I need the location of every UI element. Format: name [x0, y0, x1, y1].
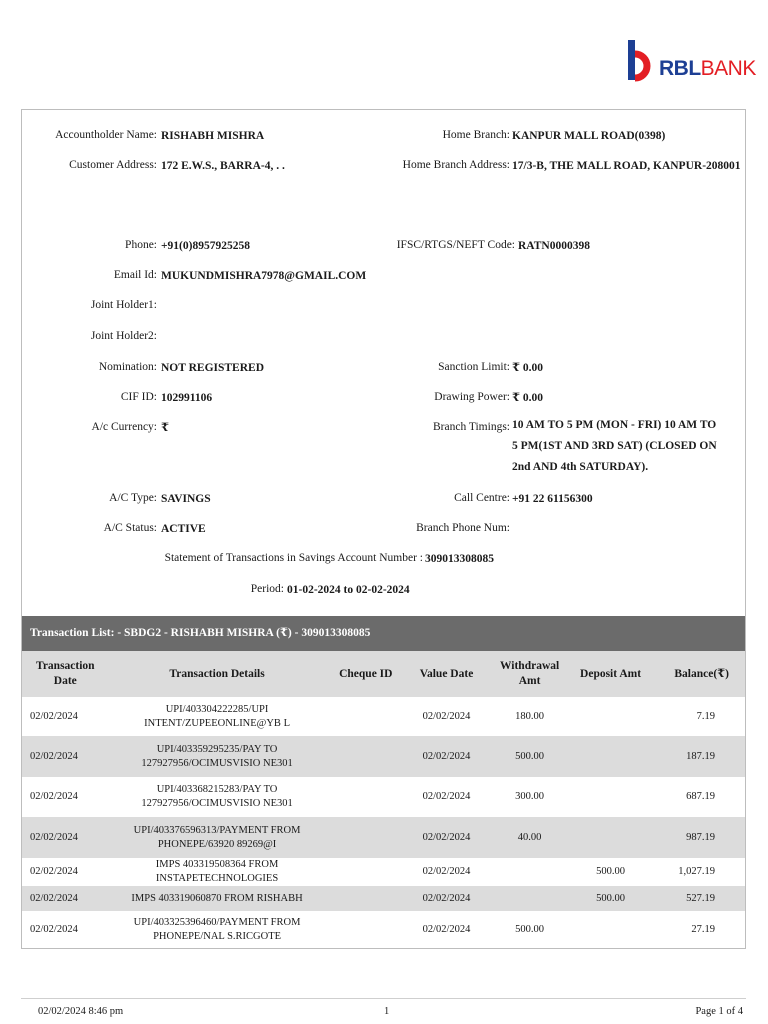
col-transaction-date: Transaction Date: [22, 651, 109, 697]
home-branch-label: Home Branch:: [442, 129, 510, 141]
footer-page-number: 1: [384, 1006, 390, 1017]
table-row: [22, 911, 745, 949]
cif-label: CIF ID:: [120, 391, 157, 403]
txn-cheque: [326, 736, 407, 777]
table-row: [22, 858, 745, 886]
txn-balance: 7.19: [696, 710, 715, 722]
accountholder-label: Accountholder Name:: [55, 129, 157, 141]
txn-details: UPI/403304222285/UPI INTENT/ZUPEEONLINE@YB L: [144, 703, 290, 729]
txn-cheque: [326, 817, 407, 858]
email-value: MUKUNDMISHRA7978@GMAIL.COM: [161, 270, 367, 282]
txn-balance: 27.19: [691, 924, 715, 935]
statement-account-number: 309013308085: [425, 553, 494, 565]
footer-page-of: Page 1 of 4: [695, 1006, 743, 1017]
txn-withdrawal: 180.00: [515, 710, 545, 722]
ac-status-value: ACTIVE: [161, 523, 206, 535]
col-transaction-details: Transaction Details: [109, 651, 326, 697]
table-row: [22, 817, 745, 858]
txn-details: UPI/403368215283/PAY TO 127927956/OCIMUSVISIO NE301: [141, 784, 293, 809]
footer-timestamp: 02/02/2024 8:46 pm: [38, 1006, 124, 1017]
currency-label: A/c Currency:: [91, 421, 157, 433]
txn-value-date: 02/02/2024: [422, 866, 471, 877]
txn-balance: 987.19: [649, 817, 745, 858]
joint-holder1-label: Joint Holder1:: [90, 299, 157, 311]
period-value: 01-02-2024 to 02-02-2024: [287, 584, 410, 596]
home-branch-value: KANPUR MALL ROAD(0398): [512, 130, 666, 142]
txn-value-date: 02/02/2024: [406, 817, 487, 858]
statement-label: Statement of Transactions in Savings Account Number :: [164, 552, 423, 564]
bank-name-part2: BANK: [700, 56, 756, 80]
txn-date: 02/02/2024: [22, 736, 109, 777]
transaction-table: [22, 651, 745, 949]
txn-date: 02/02/2024: [30, 710, 78, 722]
txn-date: 02/02/2024: [30, 791, 78, 802]
txn-date: 02/02/2024: [30, 924, 78, 935]
txn-details: UPI/403376596313/PAYMENT FROM PHONEPE/63920 89269@I: [109, 817, 326, 858]
txn-deposit: [572, 697, 649, 736]
txn-date: 02/02/2024: [30, 866, 78, 877]
col-deposit-amt: Deposit Amt: [572, 651, 649, 697]
txn-cheque: [326, 777, 407, 817]
table-row: [22, 697, 745, 736]
txn-date: 02/02/2024: [22, 817, 109, 858]
call-centre-value: +91 22 61156300: [512, 493, 593, 505]
cif-value: 102991106: [161, 392, 213, 404]
currency-value: ₹: [161, 422, 170, 434]
drawing-power-label: Drawing Power:: [434, 391, 510, 403]
txn-deposit: [572, 736, 649, 777]
txn-value-date: 02/02/2024: [406, 886, 487, 911]
txn-deposit: 500.00: [572, 886, 649, 911]
customer-address-value: 172 E.W.S., BARRA-4, . .: [161, 160, 285, 172]
branch-timings-label: Branch Timings:: [432, 421, 510, 433]
txn-withdrawal: [487, 858, 572, 886]
txn-deposit: [572, 777, 649, 817]
txn-date: 02/02/2024: [22, 886, 109, 911]
rbl-logo-icon: [626, 40, 656, 85]
transaction-list-title: Transaction List: - SBDG2 - RISHABH MISHRA (₹) - 309013308085: [22, 616, 745, 651]
txn-cheque: [326, 886, 407, 911]
table-row: [22, 777, 745, 817]
txn-details: UPI/403359295235/PAY TO 127927956/OCIMUSVISIO NE301: [109, 736, 326, 777]
txn-deposit: [572, 817, 649, 858]
home-branch-address-label: Home Branch Address:: [402, 159, 510, 171]
txn-withdrawal: [487, 886, 572, 911]
rbl-bank-logo: [626, 40, 756, 85]
ifsc-label: IFSC/RTGS/NEFT Code:: [396, 239, 515, 251]
col-value-date: Value Date: [406, 651, 487, 697]
txn-details: IMPS 403319508364 FROM INSTAPETECHNOLOGIES: [155, 859, 279, 884]
col-withdrawal-amt: Withdrawal Amt: [487, 651, 572, 697]
sanction-limit-value: ₹ 0.00: [512, 362, 544, 374]
customer-address-label: Customer Address:: [69, 159, 157, 171]
table-row: [22, 736, 745, 777]
txn-value-date: 02/02/2024: [422, 710, 471, 722]
table-row: [22, 886, 745, 911]
txn-cheque: [326, 858, 407, 886]
txn-deposit: [572, 911, 649, 949]
phone-value: +91(0)8957925258: [161, 240, 250, 252]
txn-balance: 1,027.19: [678, 866, 715, 877]
bank-name: [659, 57, 756, 81]
txn-details: UPI/403325396460/PAYMENT FROM PHONEPE/NAL S.RICGOTE: [133, 917, 301, 942]
ac-status-label: A/C Status:: [103, 522, 157, 534]
txn-withdrawal: 300.00: [515, 791, 545, 802]
phone-label: Phone:: [125, 239, 157, 251]
txn-value-date: 02/02/2024: [422, 791, 471, 802]
col-balance: Balance(₹): [649, 651, 745, 697]
txn-balance: 687.19: [686, 791, 715, 802]
nomination-value: NOT REGISTERED: [161, 362, 265, 374]
nomination-label: Nomination:: [98, 361, 157, 373]
branch-phone-label: Branch Phone Num:: [416, 522, 510, 534]
bank-name-part1: RBL: [659, 56, 701, 80]
ac-type-label: A/C Type:: [109, 492, 157, 504]
txn-cheque: [326, 697, 407, 736]
drawing-power-value: ₹ 0.00: [512, 392, 544, 404]
email-label: Email Id:: [113, 269, 157, 281]
txn-cheque: [326, 911, 407, 949]
txn-withdrawal: 40.00: [487, 817, 572, 858]
accountholder-value: RISHABH MISHRA: [161, 130, 265, 142]
period-label: Period:: [250, 583, 284, 595]
txn-deposit: 500.00: [596, 866, 625, 877]
sanction-limit-label: Sanction Limit:: [438, 361, 510, 373]
txn-balance: 187.19: [649, 736, 745, 777]
txn-value-date: 02/02/2024: [406, 736, 487, 777]
txn-balance: 527.19: [649, 886, 745, 911]
table-header-row: [22, 651, 745, 697]
ac-type-value: SAVINGS: [161, 493, 211, 505]
txn-value-date: 02/02/2024: [422, 924, 471, 935]
ifsc-value: RATN0000398: [518, 240, 590, 252]
txn-withdrawal: 500.00: [487, 736, 572, 777]
home-branch-address-value: 17/3-B, THE MALL ROAD, KANPUR-208001: [512, 160, 741, 172]
joint-holder2-label: Joint Holder2:: [90, 330, 157, 342]
col-cheque-id: Cheque ID: [326, 651, 407, 697]
txn-withdrawal: 500.00: [515, 924, 545, 935]
footer-divider: [21, 998, 746, 999]
call-centre-label: Call Centre:: [454, 492, 510, 504]
txn-details: IMPS 403319060870 FROM RISHABH: [109, 886, 326, 911]
branch-timings-value: 10 AM TO 5 PM (MON - FRI) 10 AM TO 5 PM(1ST AND 3RD SAT) (CLOSED ON 2nd AND 4th SATURDAY).: [512, 419, 717, 473]
